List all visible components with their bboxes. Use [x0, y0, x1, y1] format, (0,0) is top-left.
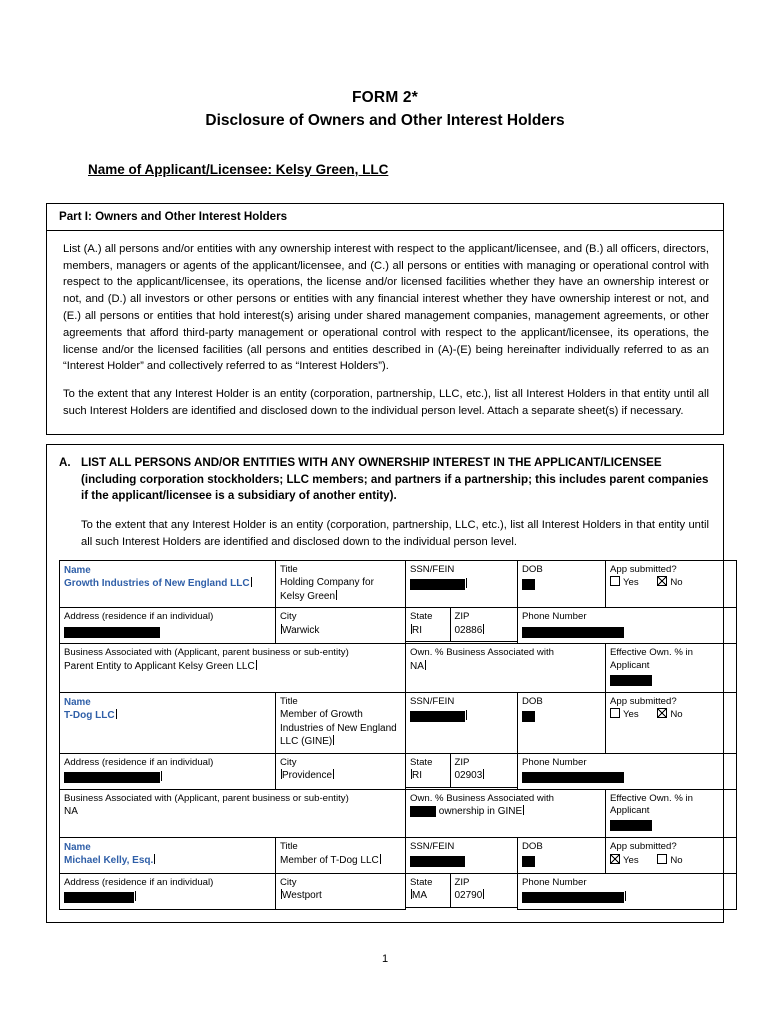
label-address: Address (residence if an individual): [64, 877, 214, 889]
app-submitted-no[interactable]: [657, 855, 682, 866]
table-row: [60, 692, 737, 753]
value-effective-own-pct-redacted: [610, 820, 732, 834]
checkbox-checked-icon[interactable]: [657, 708, 667, 718]
app-submitted-yes[interactable]: [610, 577, 639, 588]
text-cursor: [380, 854, 381, 864]
page-number: 1: [381, 952, 389, 965]
text-cursor: [425, 660, 426, 670]
text-cursor: [256, 660, 257, 670]
value-phone-redacted: [522, 626, 732, 640]
redaction-bar: [410, 711, 465, 722]
cell-city[interactable]: [276, 753, 406, 789]
label-app-submitted: App submitted?: [610, 563, 677, 575]
cell-phone[interactable]: [518, 608, 737, 644]
cell-address[interactable]: [60, 753, 276, 789]
cell-app-submitted[interactable]: [606, 560, 737, 607]
value-state: RI: [412, 624, 422, 636]
interest-holder-table-2: [59, 692, 737, 838]
cell-ssn-fein[interactable]: [406, 692, 518, 753]
value-phone-redacted: [522, 771, 732, 785]
app-submitted-no[interactable]: [657, 709, 682, 720]
cell-ssn-fein[interactable]: [406, 838, 518, 874]
label-phone: Phone Number: [522, 877, 587, 889]
table-row: [60, 644, 737, 692]
cell-title[interactable]: [276, 838, 406, 874]
label-own-pct-assoc: Own. % Business Associated with: [410, 792, 554, 804]
section-a-heading: [59, 455, 709, 505]
label-title: Title: [280, 695, 298, 707]
cell-name[interactable]: [60, 692, 276, 753]
cell-effective-own-pct[interactable]: [606, 789, 737, 837]
redaction-bar: [522, 856, 535, 867]
app-submitted-yes[interactable]: [610, 709, 639, 720]
value-state: RI: [412, 770, 422, 782]
yes-label: Yes: [623, 577, 639, 589]
label-zip: ZIP: [454, 877, 470, 889]
cell-name[interactable]: [60, 560, 276, 607]
table-row: [60, 838, 737, 874]
value-own-pct-assoc: ownership in GINE: [410, 805, 601, 819]
text-cursor: [483, 889, 484, 899]
cell-title[interactable]: [276, 560, 406, 607]
cell-ssn-fein[interactable]: [406, 560, 518, 607]
label-title: Title: [280, 841, 298, 853]
label-state: State: [410, 611, 433, 623]
label-zip: ZIP: [454, 756, 470, 768]
yes-label: Yes: [623, 709, 639, 721]
cell-phone[interactable]: [518, 874, 737, 910]
section-a-letter: A.: [59, 455, 71, 469]
label-dob: DOB: [522, 841, 543, 853]
cell-state-zip-wrap: [406, 608, 518, 644]
value-ssn-fein-redacted: [410, 710, 513, 724]
state-zip-subtable: [406, 608, 518, 642]
form-title: FORM 2*: [352, 89, 418, 106]
cell-own-pct-assoc[interactable]: [406, 644, 606, 692]
cell-title[interactable]: [276, 692, 406, 753]
checkbox-unchecked-icon[interactable]: [657, 854, 667, 864]
redaction-bar: [64, 627, 160, 638]
label-effective-own-pct: Effective Own. % in Applicant: [610, 647, 694, 671]
cell-city[interactable]: [276, 608, 406, 644]
label-ssn-fein: SSN/FEIN: [410, 841, 455, 853]
value-address-redacted: [64, 771, 271, 785]
label-ssn-fein: SSN/FEIN: [410, 563, 455, 575]
value-zip: 02790: [454, 890, 483, 902]
label-dob: DOB: [522, 563, 543, 575]
checkbox-checked-icon[interactable]: [657, 576, 667, 586]
label-business-assoc: Business Associated with (Applicant, parent business or sub-entity): [64, 647, 349, 659]
redaction-bar: [610, 820, 652, 831]
text-cursor: [154, 854, 155, 864]
redaction-bar: [522, 627, 624, 638]
cell-address[interactable]: [60, 608, 276, 644]
value-zip: 02903: [454, 770, 483, 782]
cell-state[interactable]: [406, 874, 450, 907]
cell-state-zip-wrap: [406, 753, 518, 789]
applicant-name-line: Name of Applicant/Licensee: Kelsy Green, LLC: [88, 161, 389, 177]
title-block: [46, 0, 724, 132]
value-dob-redacted: [522, 578, 601, 592]
cell-state[interactable]: [406, 608, 450, 641]
value-ssn-fein-redacted: [410, 578, 513, 592]
value-address-redacted: [64, 891, 271, 905]
text-cursor: [483, 769, 484, 779]
cell-business-assoc[interactable]: [60, 789, 406, 837]
form-subtitle: Disclosure of Owners and Other Interest Holders: [205, 111, 565, 129]
part-1-paragraph-2: To the extent that any Interest Holder is an entity (corporation, partnership, LLC, etc.), list all Interest Holders in that entity until all such Interest Holders are identified and disclosed down to the individual person level. Attach a separate sheet(s) if necessary.: [63, 388, 709, 418]
no-label: No: [670, 709, 683, 721]
label-business-assoc: Business Associated with (Applicant, parent business or sub-entity): [64, 792, 349, 804]
value-phone-redacted: [522, 891, 732, 905]
value-name: Growth Industries of New England LLC: [64, 578, 250, 590]
cell-phone[interactable]: [518, 753, 737, 789]
table-row: [60, 753, 737, 789]
app-submitted-options: [610, 854, 732, 868]
redaction-bar: [610, 675, 652, 686]
value-city: Warwick: [282, 624, 320, 636]
text-cursor: [466, 578, 467, 588]
value-business-assoc: Parent Entity to Applicant Kelsy Green LLC: [64, 660, 255, 672]
value-dob-redacted: [522, 856, 601, 870]
table-row: [60, 874, 737, 910]
cell-app-submitted[interactable]: [606, 692, 737, 753]
app-submitted-options: [610, 708, 732, 722]
text-cursor: [466, 710, 467, 720]
label-zip: ZIP: [454, 611, 470, 623]
section-a-heading-text: LIST ALL PERSONS AND/OR ENTITIES WITH ANY OWNERSHIP INTEREST IN THE APPLICANT/LICENSEE (including corporation stockholders; LLC members; and partners if a partnership; this includes parent companies if the applicant/licensee is a subsidiary of another entity).: [81, 455, 709, 503]
value-name: T-Dog LLC: [64, 709, 115, 721]
table-row: [60, 789, 737, 837]
app-submitted-options: [610, 576, 732, 590]
cell-business-assoc[interactable]: [60, 644, 406, 692]
redaction-bar: [410, 579, 465, 590]
value-city: Providence: [282, 770, 333, 782]
table-row: [60, 608, 737, 644]
value-zip: 02886: [454, 624, 483, 636]
label-city: City: [280, 611, 297, 623]
value-dob-redacted: [522, 710, 601, 724]
redaction-bar: [64, 892, 134, 903]
cell-state[interactable]: [406, 754, 450, 787]
checkbox-checked-icon[interactable]: [610, 854, 620, 864]
checkbox-unchecked-icon[interactable]: [610, 576, 620, 586]
text-cursor: [333, 735, 334, 745]
label-city: City: [280, 877, 297, 889]
cell-effective-own-pct[interactable]: [606, 644, 737, 692]
checkbox-unchecked-icon[interactable]: [610, 708, 620, 718]
label-address: Address (residence if an individual): [64, 611, 214, 623]
value-ssn-fein-redacted: [410, 856, 513, 870]
text-cursor: [135, 891, 136, 901]
cell-city[interactable]: [276, 874, 406, 910]
value-own-pct-assoc: NA: [410, 660, 424, 672]
redaction-bar: [522, 711, 535, 722]
part-1-box: [46, 203, 724, 435]
cell-dob[interactable]: [518, 560, 606, 607]
cell-dob[interactable]: [518, 692, 606, 753]
redaction-bar: [64, 772, 160, 783]
label-state: State: [410, 877, 433, 889]
app-submitted-no[interactable]: [657, 577, 682, 588]
label-state: State: [410, 756, 433, 768]
label-effective-own-pct: Effective Own. % in Applicant: [610, 792, 694, 817]
cell-zip[interactable]: [450, 874, 518, 907]
table-row: [60, 560, 737, 607]
no-label: No: [670, 577, 683, 589]
yes-label: Yes: [623, 854, 639, 866]
value-title: Member of T-Dog LLC: [280, 854, 379, 866]
label-city: City: [280, 756, 297, 768]
text-cursor: [483, 624, 484, 634]
part-1-header: Part I: Owners and Other Interest Holders: [47, 204, 723, 231]
cell-zip[interactable]: [450, 754, 518, 787]
label-dob: DOB: [522, 695, 543, 707]
state-zip-subtable: [406, 754, 518, 788]
value-name: Michael Kelly, Esq.: [64, 855, 154, 867]
text-cursor: [161, 771, 162, 781]
value-city: Westport: [282, 890, 322, 902]
value-title: Member of Growth Industries of New England LLC (GINE): [280, 709, 397, 748]
interest-holder-table-1: [59, 560, 737, 693]
value-title: Holding Company for Kelsy Green: [280, 577, 374, 602]
cell-app-submitted[interactable]: [606, 838, 737, 874]
redaction-bar: [522, 772, 624, 783]
value-effective-own-pct-redacted: [610, 674, 732, 688]
section-a-note: To the extent that any Interest Holder is an entity (corporation, partnership, LLC, etc.), list all Interest Holders in that entity until all such Interest Holders are identified and disclosed down to the individual person level.: [81, 519, 709, 548]
label-name: Name: [64, 564, 91, 576]
redaction-bar: [522, 579, 535, 590]
cell-zip[interactable]: [450, 608, 518, 641]
label-own-pct-assoc: Own. % Business Associated with: [410, 647, 554, 659]
label-ssn-fein: SSN/FEIN: [410, 695, 455, 707]
value-address-redacted: [64, 626, 271, 640]
text-cursor: [336, 590, 337, 600]
page-content: [46, 0, 724, 981]
cell-own-pct-assoc[interactable]: [406, 789, 606, 837]
part-1-paragraph-1: List (A.) all persons and/or entities with any ownership interest with respect to the applicant/licensee, and (B.) all officers, directors, members, managers or agents of the applicant/licensee, and (C.) all persons or entities with managing or operational control with respect to the applicant/licensee, its operations, the license and/or licensed facilities whether they have an ownership interest or not, and (D.) all investors or other persons or entities with any financial interest whether they have ownership interest or not, and (E.) all persons or entities that hold interest(s) arising under shared management companies, management agreements, or other agreements that afford third-party management or operational control with respect to the applicant/licensee, its operations, the license and/or the licensed facilities (all persons and entities described in (A)-(E) being hereinafter individually referred to as an “Interest Holder” and collectively referred to as “Interest Holders”).: [63, 242, 709, 373]
cell-state-zip-wrap: [406, 874, 518, 910]
label-title: Title: [280, 563, 298, 575]
cell-address[interactable]: [60, 874, 276, 910]
text-cursor: [333, 769, 334, 779]
part-1-body: [47, 231, 723, 434]
state-zip-subtable: [406, 874, 518, 908]
text-cursor: [625, 891, 626, 901]
section-a-box: [46, 444, 724, 923]
text-cursor: [116, 709, 117, 719]
text-cursor: [523, 805, 524, 815]
label-address: Address (residence if an individual): [64, 756, 214, 768]
text-cursor: [251, 577, 252, 587]
redaction-bar: [410, 806, 436, 817]
app-submitted-yes[interactable]: [610, 855, 639, 866]
redaction-bar: [522, 892, 624, 903]
interest-holder-table-3: [59, 837, 737, 910]
no-label: No: [670, 854, 683, 866]
cell-name[interactable]: [60, 838, 276, 874]
label-phone: Phone Number: [522, 611, 587, 623]
label-name: Name: [64, 696, 91, 708]
label-phone: Phone Number: [522, 756, 587, 768]
cell-dob[interactable]: [518, 838, 606, 874]
label-app-submitted: App submitted?: [610, 841, 677, 853]
label-app-submitted: App submitted?: [610, 695, 677, 707]
value-business-assoc: NA: [64, 806, 78, 818]
redaction-bar: [410, 856, 465, 867]
value-state: MA: [412, 890, 427, 902]
label-name: Name: [64, 842, 91, 854]
